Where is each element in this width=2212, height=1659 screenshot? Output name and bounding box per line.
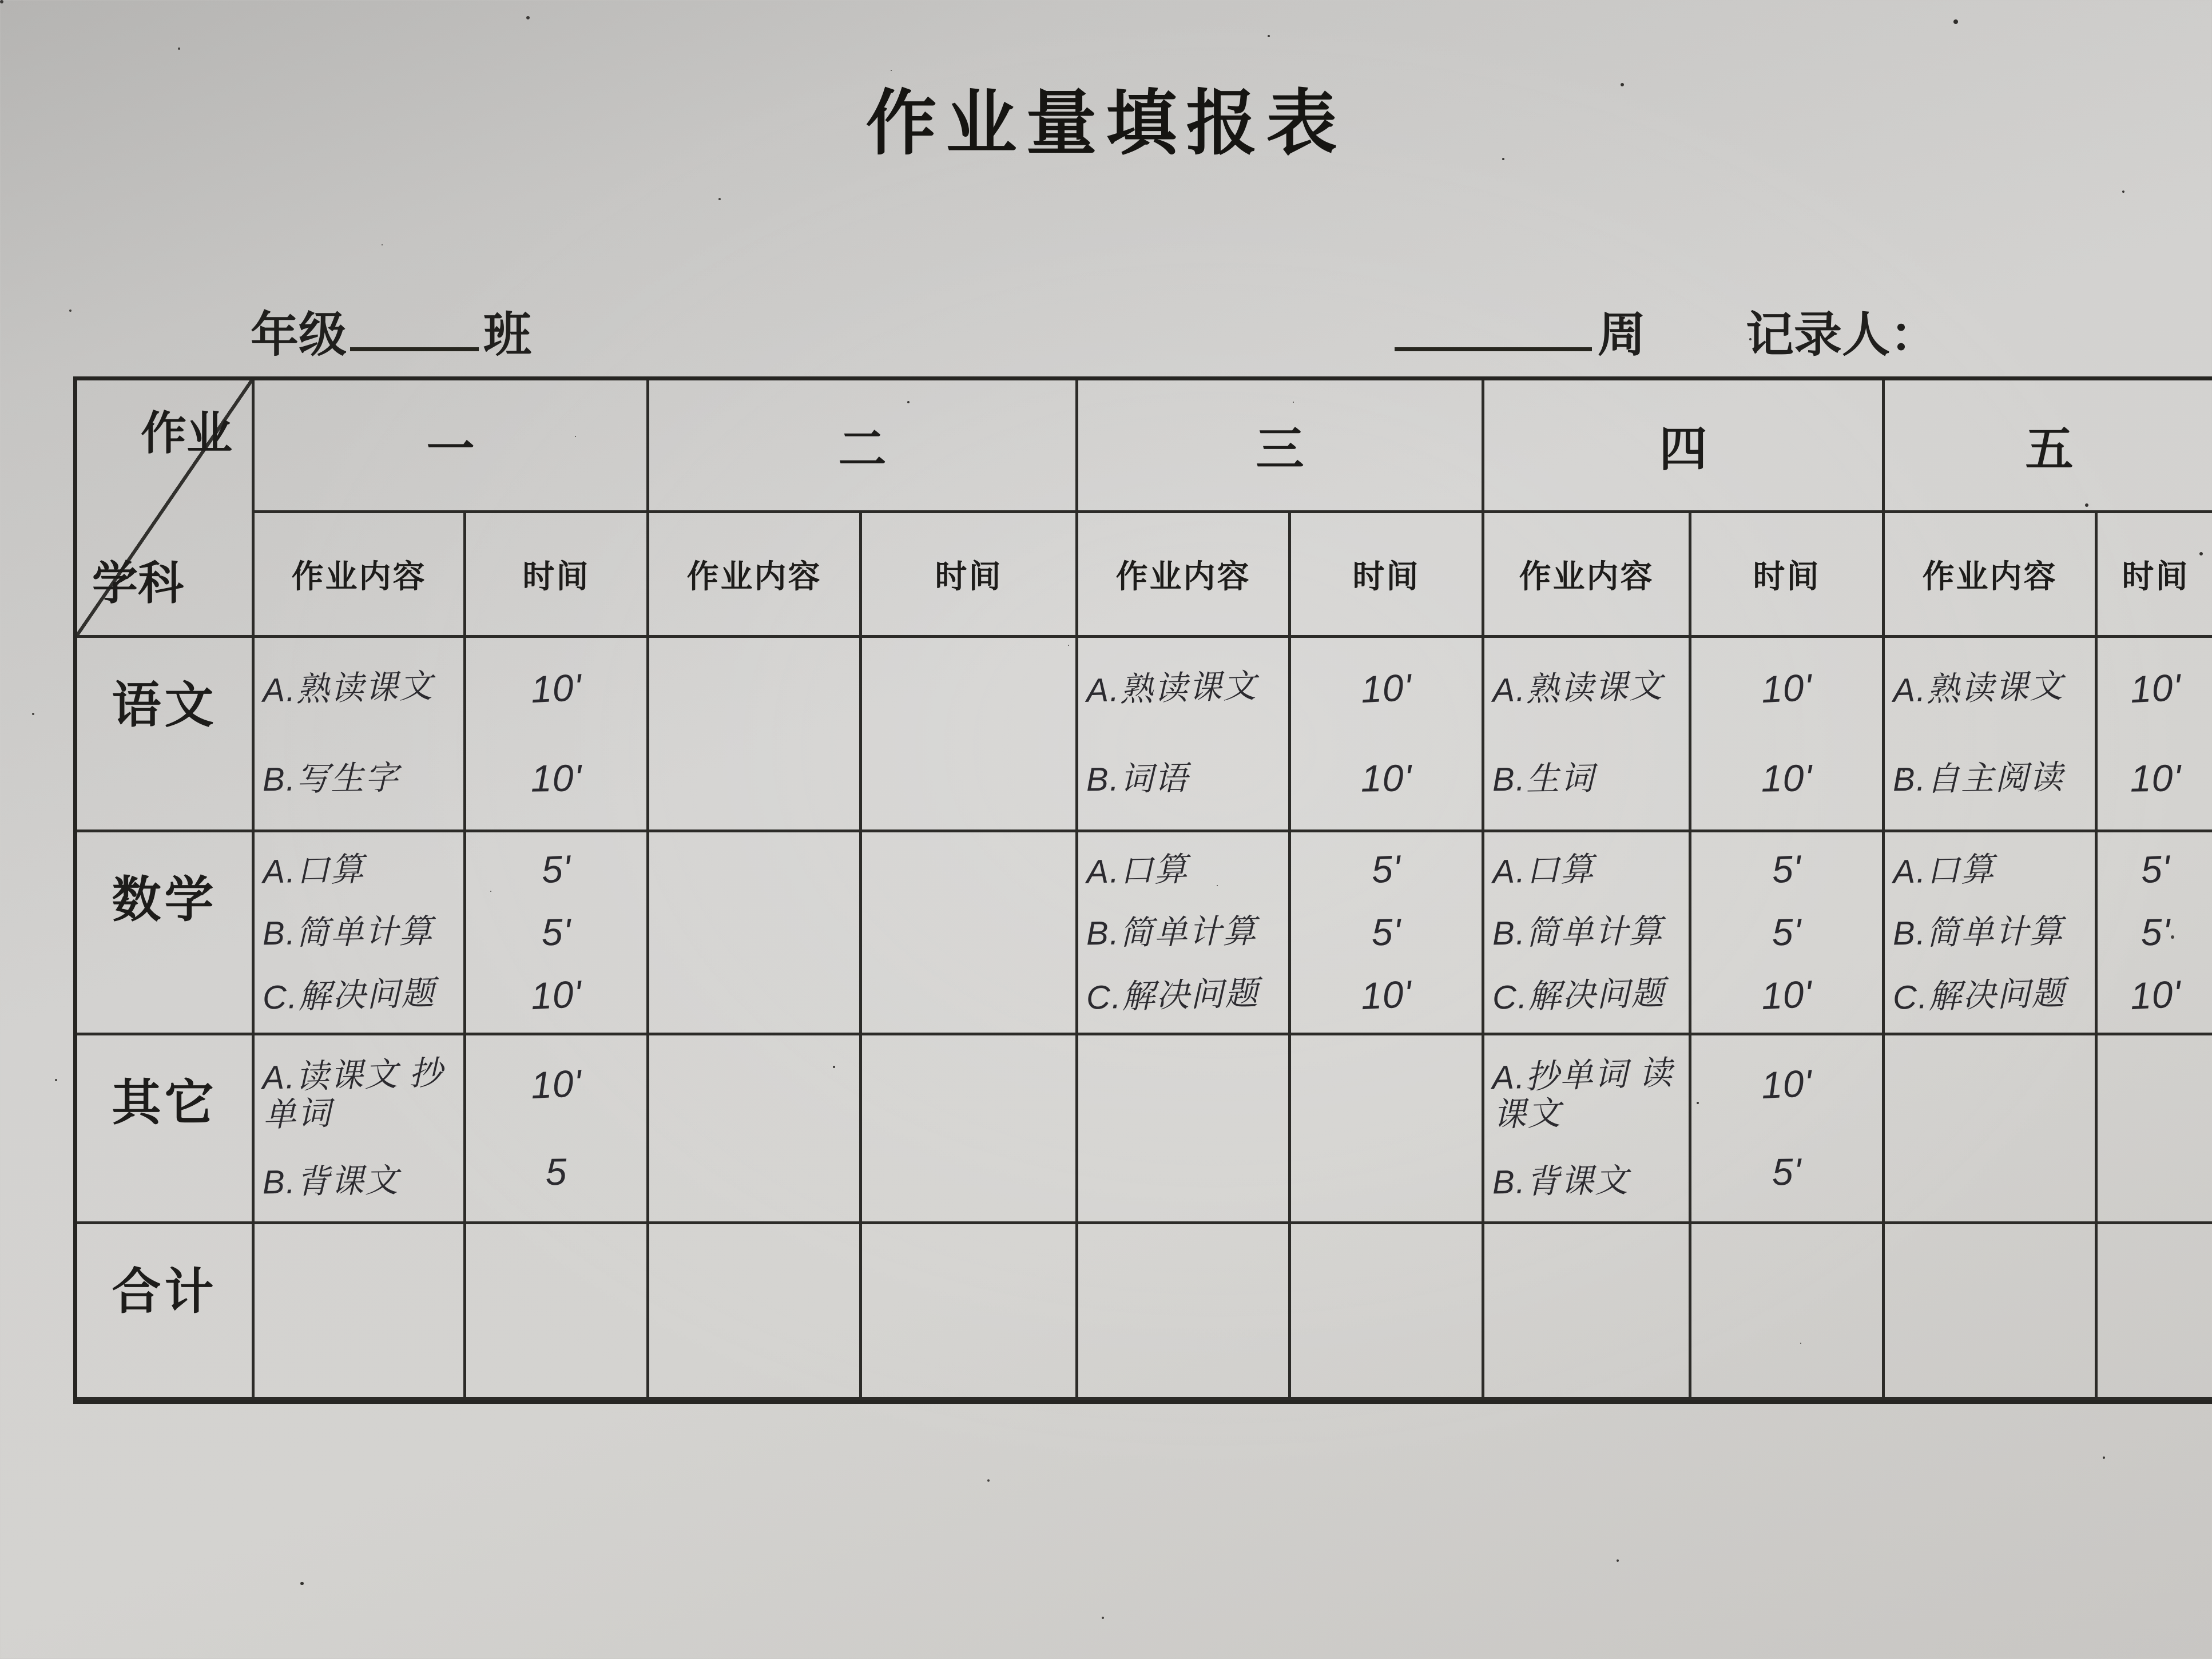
subheader-content-wed: 作业内容 — [1078, 513, 1291, 638]
handwriting: A.熟读课文 — [1892, 667, 2064, 710]
cell-other-tue-content — [649, 1035, 862, 1224]
handwriting: B.自主阅读 — [1892, 759, 2064, 799]
cell-math-mon-content — [255, 832, 466, 1035]
row-header-total: 合计 — [77, 1224, 255, 1400]
day-header-thu: 四 — [1484, 380, 1885, 513]
day-header-wed: 三 — [1078, 380, 1484, 513]
row-header-other: 其它 — [77, 1035, 255, 1224]
cell-total-fri-content — [1885, 1224, 2098, 1400]
handwriting: C.解决问题 — [1492, 974, 1666, 1017]
handwriting: B.简单计算 — [1892, 912, 2064, 952]
cell-chinese-wed-time — [1291, 638, 1484, 832]
grade-blank — [350, 312, 479, 351]
cell-other-wed-time — [1291, 1035, 1484, 1224]
handwriting: 10' — [2130, 756, 2182, 800]
handwriting: 5' — [1770, 847, 1803, 891]
cell-math-fri-time — [2098, 832, 2212, 1035]
handwriting: 10' — [1360, 972, 1413, 1018]
subheader-time-wed: 时间 — [1291, 513, 1484, 638]
handwriting: A.口算 — [1492, 850, 1595, 891]
week-recorder-line — [1395, 296, 1938, 366]
subheader-time-thu: 时间 — [1691, 513, 1885, 638]
handwriting: B.写生字 — [262, 759, 400, 799]
subheader-content-thu: 作业内容 — [1484, 513, 1691, 638]
handwriting: C.解决问题 — [1892, 974, 2066, 1017]
cell-math-wed-time — [1291, 832, 1484, 1035]
homework-table — [73, 376, 2212, 1404]
subheader-time-tue: 时间 — [862, 513, 1078, 638]
handwriting: A.熟读课文 — [262, 667, 434, 710]
cell-chinese-mon-time — [466, 638, 649, 832]
cell-total-thu-content — [1484, 1224, 1691, 1400]
week-blank — [1395, 312, 1592, 351]
handwriting: 10' — [1360, 665, 1413, 711]
handwriting: B.简单计算 — [1086, 912, 1258, 952]
handwriting: 10' — [1360, 756, 1412, 800]
handwriting: 10' — [530, 756, 582, 800]
cell-total-mon-content — [255, 1224, 466, 1400]
corner-subject-label: 学科 — [92, 558, 184, 609]
recorder-label: 记录人： — [1746, 308, 1939, 362]
handwriting: 10' — [530, 972, 583, 1018]
handwriting: 5 — [545, 1150, 567, 1193]
cell-other-mon-content — [255, 1035, 466, 1224]
handwriting: 5' — [1772, 1150, 1802, 1193]
cell-chinese-fri-content — [1885, 638, 2098, 832]
subheader-time-mon: 时间 — [466, 513, 649, 638]
handwriting: 10' — [1761, 756, 1813, 800]
handwriting: A.读课文 抄单词 — [261, 1054, 444, 1134]
paper-speckles — [0, 0, 3, 3]
cell-total-thu-time — [1691, 1224, 1885, 1400]
subheader-content-mon: 作业内容 — [255, 513, 466, 638]
handwriting: 5' — [1370, 847, 1403, 891]
cell-math-tue-content — [649, 832, 862, 1035]
handwriting: A.抄单词 读课文 — [1491, 1054, 1674, 1134]
day-header-tue: 二 — [649, 380, 1078, 513]
cell-total-mon-time — [466, 1224, 649, 1400]
cell-total-wed-time — [1291, 1224, 1484, 1400]
cell-other-mon-time — [466, 1035, 649, 1224]
cell-math-fri-content — [1885, 832, 2098, 1035]
handwriting: A.熟读课文 — [1492, 667, 1664, 709]
cell-math-thu-time — [1691, 832, 1885, 1035]
handwriting: 10' — [2129, 972, 2182, 1018]
handwriting: C.解决问题 — [262, 974, 436, 1017]
day-header-mon: 一 — [255, 380, 649, 513]
day-header-fri: 五 — [1885, 380, 2212, 513]
subheader-content-tue: 作业内容 — [649, 513, 862, 638]
cell-other-tue-time — [862, 1035, 1078, 1224]
cell-math-mon-time — [466, 832, 649, 1035]
handwriting: B.词语 — [1086, 759, 1189, 799]
cell-chinese-thu-time — [1691, 638, 1885, 832]
handwriting: 5' — [1772, 910, 1802, 954]
cell-math-thu-content — [1484, 832, 1691, 1035]
cell-other-fri-content — [1885, 1035, 2098, 1224]
grade-class-line — [251, 296, 531, 366]
cell-chinese-fri-time — [2098, 638, 2212, 832]
cell-total-tue-time — [862, 1224, 1078, 1400]
cell-chinese-mon-content — [255, 638, 466, 832]
handwriting: A.熟读课文 — [1086, 667, 1258, 710]
handwriting: B.背课文 — [1492, 1161, 1630, 1201]
handwriting: C.解决问题 — [1086, 974, 1260, 1017]
corner-cell — [77, 380, 255, 638]
handwriting: 5' — [1371, 910, 1401, 954]
handwriting: B.生词 — [1492, 759, 1595, 799]
page-title: 作业量填报表 — [865, 84, 1347, 163]
grade-label: 年级 — [251, 308, 347, 362]
handwriting: A.口算 — [1892, 850, 1996, 891]
cell-total-fri-time — [2098, 1224, 2212, 1400]
cell-total-tue-content — [649, 1224, 862, 1400]
handwriting: 10' — [1760, 1062, 1813, 1107]
cell-other-fri-time — [2098, 1035, 2212, 1224]
cell-other-thu-time — [1691, 1035, 1885, 1224]
subheader-time-fri: 时间 — [2098, 513, 2212, 638]
corner-homework-label: 作业 — [141, 408, 232, 459]
handwriting: 5' — [2140, 910, 2171, 954]
cell-other-thu-content — [1484, 1035, 1691, 1224]
handwriting: B.简单计算 — [262, 912, 434, 952]
cell-chinese-tue-content — [649, 638, 862, 832]
handwriting: A.口算 — [1086, 850, 1189, 891]
handwriting: 10' — [530, 1062, 583, 1107]
cell-math-tue-time — [862, 832, 1078, 1035]
cell-other-wed-content — [1078, 1035, 1291, 1224]
row-header-math: 数学 — [77, 832, 255, 1035]
week-label: 周 — [1598, 308, 1646, 362]
handwriting: B.背课文 — [262, 1161, 400, 1201]
handwriting: A.口算 — [262, 850, 366, 891]
handwriting: 10' — [1760, 972, 1813, 1018]
class-label: 班 — [483, 308, 532, 362]
row-header-chinese: 语文 — [77, 638, 255, 832]
cell-math-wed-content — [1078, 832, 1291, 1035]
handwriting: 10' — [530, 665, 583, 711]
subheader-content-fri: 作业内容 — [1885, 513, 2098, 638]
handwriting: 10' — [2129, 665, 2182, 711]
handwriting: 10' — [1760, 665, 1813, 711]
handwriting: 5' — [2139, 847, 2172, 891]
cell-chinese-wed-content — [1078, 638, 1291, 832]
cell-total-wed-content — [1078, 1224, 1291, 1400]
handwriting: 5' — [541, 910, 571, 954]
handwriting: B.简单计算 — [1492, 912, 1664, 952]
handwriting: 5' — [540, 847, 573, 891]
cell-chinese-thu-content — [1484, 638, 1691, 832]
cell-chinese-tue-time — [862, 638, 1078, 832]
